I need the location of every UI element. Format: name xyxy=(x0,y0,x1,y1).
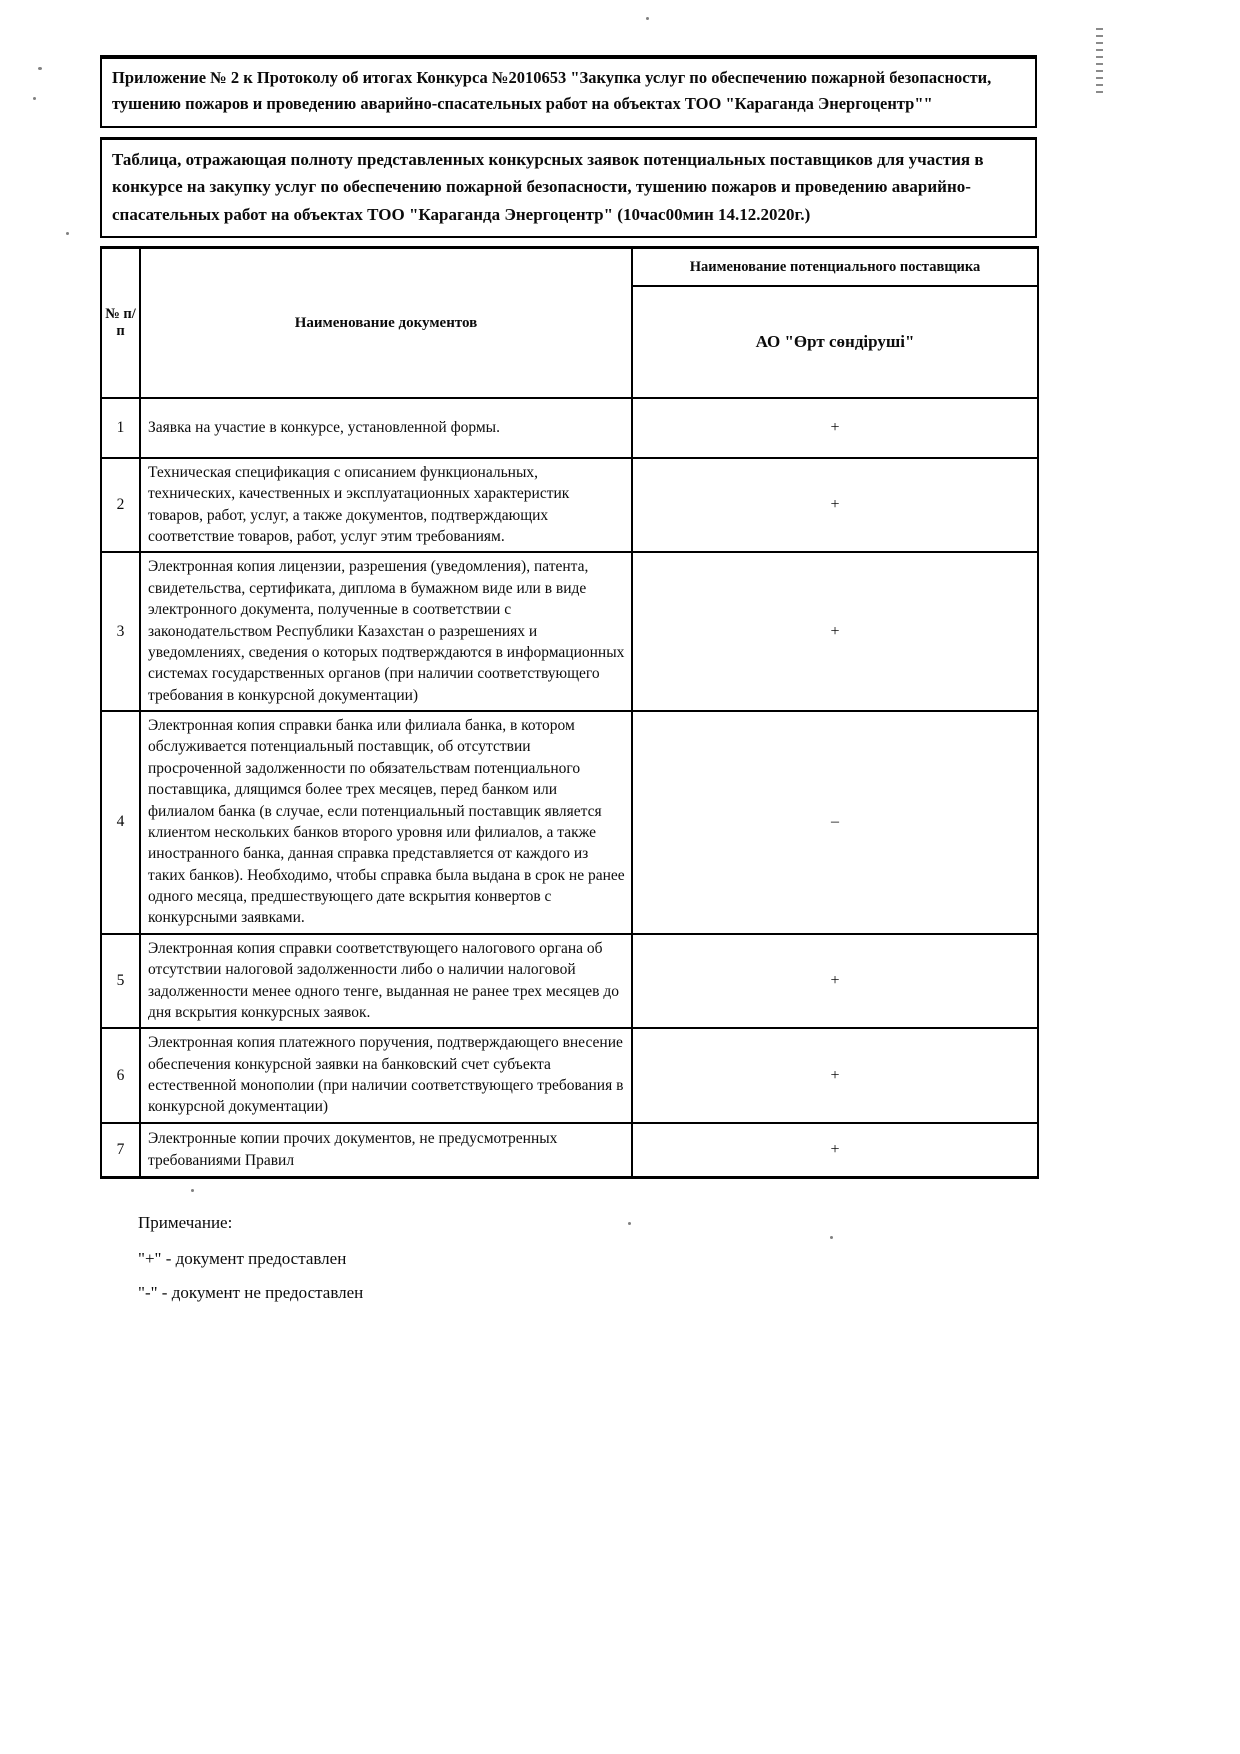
document-name: Электронная копия лицензии, разрешения (уведомления), патента, свидетельства, сертификата, диплома в бумажном виде или в виде электронного документа, полученные в соответствии с законодательством Республики Казахстан о разрешениях и уведомлениях, сведения о которых подтверждаются в информационных системах государственных органов (при наличии соответствующего требования в конкурсной документации) xyxy=(140,552,632,711)
supplier-mark: + xyxy=(632,458,1038,553)
submissions-table xyxy=(100,246,1039,1179)
appendix-header-text: Приложение № 2 к Протоколу об итогах Конкурса №2010653 "Закупка услуг по обеспечению пожарной безопасности, тушению пожаров и проведению аварийно-спасательных работ на объектах ТОО "Караганда Энергоцентр"" xyxy=(112,68,992,114)
row-number: 3 xyxy=(101,552,140,711)
document-content xyxy=(100,55,1037,1317)
scan-edge-ticks xyxy=(1096,28,1103,96)
row-number: 5 xyxy=(101,934,140,1029)
supplier-mark: + xyxy=(632,1028,1038,1123)
supplier-name: АО "Өрт сөндіруші" xyxy=(632,286,1038,398)
supplier-mark: + xyxy=(632,552,1038,711)
column-header-number: № п/п xyxy=(101,248,140,398)
document-name: Техническая спецификация с описанием функциональных, технических, качественных и эксплуатационных характеристик товаров, работ, услуг, а также документов, подтверждающих соответствие товаров, работ, услуг этим требованиям. xyxy=(140,458,632,553)
table-title-box xyxy=(100,137,1037,239)
table-title-text: Таблица, отражающая полноту представленных конкурсных заявок потенциальных поставщиков для участия в конкурсе на закупку услуг по обеспечению пожарной безопасности, тушению пожаров и проведению аварийно-спасательных работ на объектах ТОО "Караганда Энергоцентр" (10час00мин 14.12.2020г.) xyxy=(112,149,984,224)
table-body xyxy=(101,398,1038,1178)
scan-speck xyxy=(33,97,36,100)
row-number: 7 xyxy=(101,1123,140,1178)
supplier-mark: + xyxy=(632,934,1038,1029)
supplier-mark: – xyxy=(632,711,1038,934)
table-header xyxy=(101,248,1038,398)
column-header-supplier-group: Наименование потенциального поставщика xyxy=(632,248,1038,286)
note-plus-meaning: "+" - документ предоставлен xyxy=(138,1249,347,1269)
document-name: Электронные копии прочих документов, не предусмотренных требованиями Правил xyxy=(140,1123,632,1178)
table-row xyxy=(101,1028,1038,1123)
table-row xyxy=(101,711,1038,934)
table-row xyxy=(101,1123,1038,1178)
scan-speck xyxy=(830,1236,833,1239)
supplier-mark: + xyxy=(632,398,1038,458)
row-number: 4 xyxy=(101,711,140,934)
supplier-mark: + xyxy=(632,1123,1038,1178)
appendix-header-box xyxy=(100,55,1037,128)
document-name: Заявка на участие в конкурсе, установленной формы. xyxy=(140,398,632,458)
table-row xyxy=(101,398,1038,458)
row-number: 1 xyxy=(101,398,140,458)
scan-speck xyxy=(66,232,69,235)
note-minus-meaning: "-" - документ не предоставлен xyxy=(138,1283,364,1303)
scan-speck xyxy=(191,1189,194,1192)
notes-section xyxy=(138,1213,1037,1303)
notes-title: Примечание: xyxy=(138,1213,233,1233)
row-number: 2 xyxy=(101,458,140,553)
column-header-documents: Наименование документов xyxy=(140,248,632,398)
document-name: Электронная копия платежного поручения, подтверждающего внесение обеспечения конкурсной заявки на банковский счет субъекта естественной монополии (при наличии соответствующего требования в конкурсной документации) xyxy=(140,1028,632,1123)
table-row xyxy=(101,552,1038,711)
table-row xyxy=(101,458,1038,553)
scan-speck xyxy=(38,67,42,70)
table-row xyxy=(101,934,1038,1029)
row-number: 6 xyxy=(101,1028,140,1123)
scan-speck xyxy=(628,1222,631,1225)
document-name: Электронная копия справки банка или филиала банка, в котором обслуживается потенциальный поставщик, об отсутствии просроченной задолженности по обязательствам потенциального поставщика, длящимся более трех месяцев, перед банком или филиалом банка (в случае, если потенциальный поставщик является клиентом нескольких банков второго уровня или филиалов, а также иностранного банка, данная справка представляется от каждого из таких банков). Необходимо, чтобы справка была выдана в срок не ранее одного месяца, предшествующего дате вскрытия конвертов с конкурсными заявками. xyxy=(140,711,632,934)
scan-speck xyxy=(646,17,649,20)
document-name: Электронная копия справки соответствующего налогового органа об отсутствии налоговой задолженности либо о наличии налоговой задолженности менее одного тенге, выданная не ранее трех месяцев до дня вскрытия конкурсных заявок. xyxy=(140,934,632,1029)
